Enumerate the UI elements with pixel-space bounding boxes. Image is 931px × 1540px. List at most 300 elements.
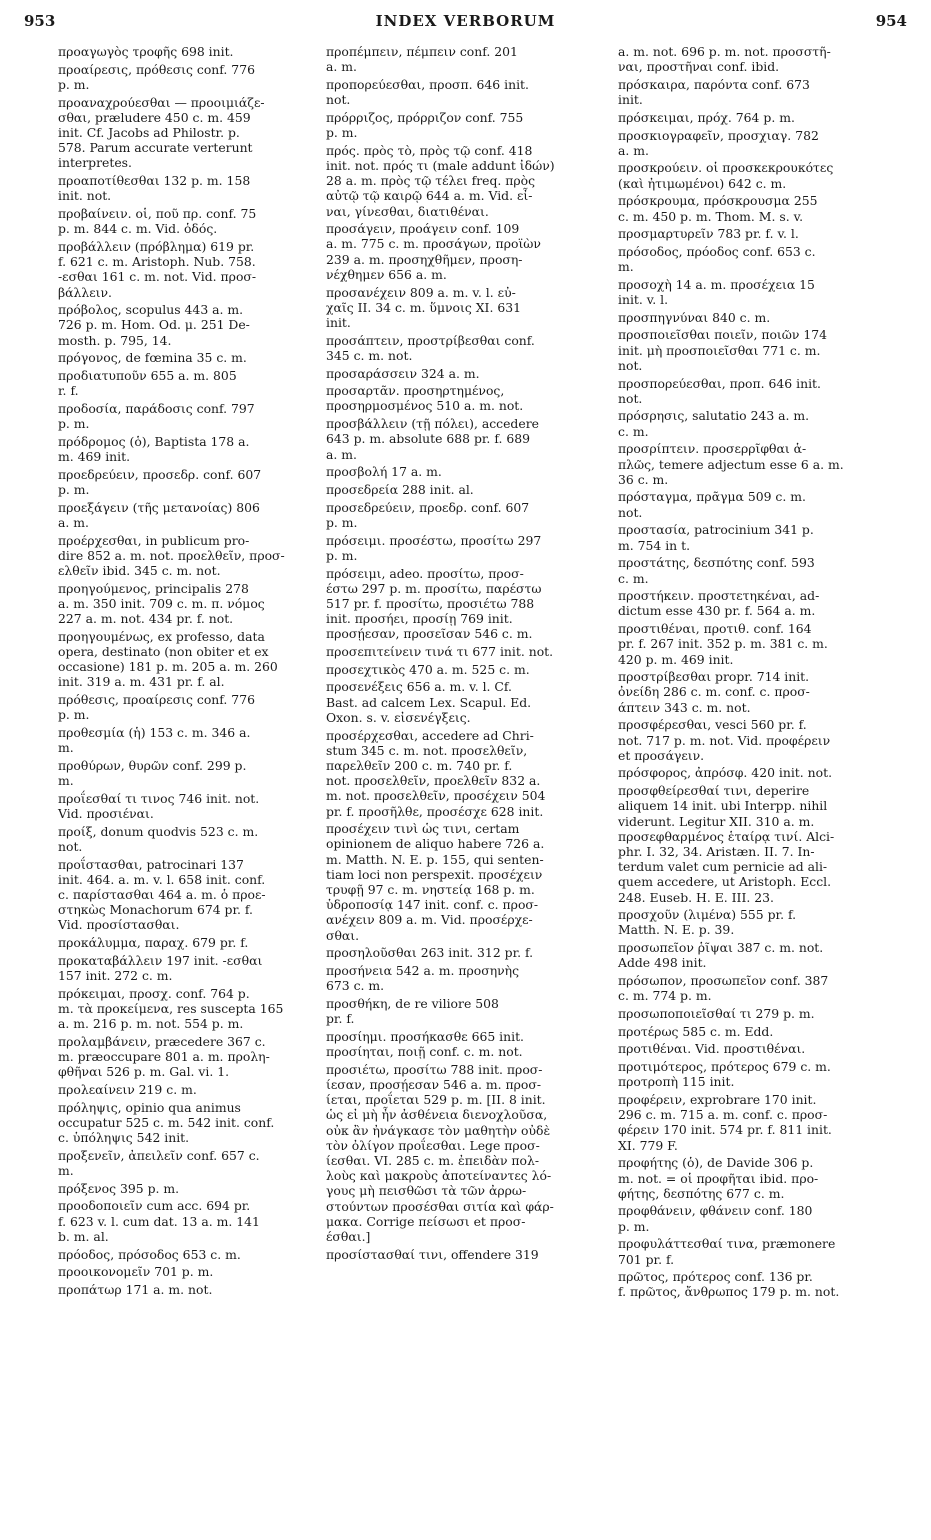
index-entry [58,368,316,398]
index-entry [618,1006,910,1021]
entry-line: init. 464. a. m. v. l. 658 init. conf. [58,871,266,887]
entry-line: γους μὴ πεισθῶσι τὰ τῶν ἀρρω- [326,1183,527,1199]
entry-line: προσαράσσειν 324 a. m. [326,365,480,381]
entry-line: ίεσθαι. VI. 285 c. m. ἐπειδὰν πολ- [326,1153,540,1169]
entry-line: m. 469 init. [58,449,131,465]
entry-line: πρόβολος, scopulus 443 a. m. [58,302,244,318]
index-entry [618,128,910,158]
index-entry [326,143,612,219]
entry-line: πρός. πρὸς τὸ, πρὸς τῷ conf. 418 [326,142,533,158]
entry-line: not. [618,504,643,520]
entry-line: προτιμότερος, πρότερος 679 c. m. [618,1059,831,1075]
index-entry [618,44,910,74]
index-entry [58,725,316,755]
entry-line: πρόσοδος, πρόοδος conf. 653 c. [618,243,816,259]
index-entry [618,1024,910,1039]
page-number-right: 954 [875,12,907,30]
entry-line: προδιατυπoῦν 655 a. m. 805 [58,368,237,384]
entry-line: φθῆναι 526 p. m. Gal. vi. 1. [58,1064,230,1080]
entry-line: πρόοδος, πρόσοδος 653 c. m. [58,1246,241,1262]
entry-line: a. m. not. 696 p. m. not. προσστῆ- [618,44,831,59]
index-entry [58,1264,316,1279]
index-entry [618,1236,910,1266]
index-entry [326,945,612,960]
index-entry [618,940,910,970]
entry-line: προσφέρεσθαι, vesci 560 pr. f. [618,717,807,733]
entry-line: προεδρεύειν, προσεδρ. conf. 607 [58,466,262,482]
entry-line: προκάλυμμα, παραχ. 679 pr. f. [58,935,249,951]
index-entry [326,77,612,107]
entry-line: προφυλάττεσθαί τινα, præmonere [618,1236,836,1252]
entry-line: m. τὰ προκείμενα, res suscepta 165 [58,1000,284,1016]
entry-line: init. προσήει, προσίῃ 769 init. [326,611,513,627]
entry-line: προσπηγνύναι 840 c. m. [618,309,771,325]
entry-line: προσωποποιεῖσθαί τι 279 p. m. [618,1005,815,1021]
entry-line: προτιθέναι. Vid. προστιθέναι. [618,1041,806,1057]
entry-line: ναι, γίνεσθαι, διατιθέναι. [326,203,489,219]
index-entry [58,692,316,722]
index-entry [618,522,910,552]
index-entry [58,350,316,365]
entry-line: προΐεσθαί τι τινος 746 init. not. [58,790,260,806]
index-entry [618,907,910,937]
entry-line: p. m. [58,481,90,497]
entry-line: προσήνεια 542 a. m. προσηνὴς [326,963,520,979]
entry-line: προσοχὴ 14 a. m. προσέχεια 15 [618,276,815,292]
entry-line: c. ὑπόληψις 542 init. [58,1130,190,1146]
entry-line: init. [618,92,643,108]
entry-line: προλεαίνειν 219 c. m. [58,1082,197,1097]
entry-line: 578. Parum accurate verterunt [58,140,253,156]
entry-line: a. m. 216 p. m. not. 554 p. m. [58,1016,244,1032]
entry-line: προτέρως 585 c. m. Edd. [618,1023,774,1039]
index-entry [618,441,910,487]
index-entry [58,500,316,530]
entry-line: προφήτης (ὁ), de Davide 306 p. [618,1155,814,1171]
index-entry [326,110,612,140]
entry-line: αὐτῷ τῷ καιρῷ 644 a. m. Vid. εἶ- [326,188,533,204]
index-entry [58,986,316,1032]
entry-line: m. not. προσελθεῖν, προσέχειν 504 [326,788,546,804]
entry-line: πρόληψις, opinio qua animus [58,1099,241,1115]
index-entry [618,160,910,190]
index-entry [326,996,612,1026]
entry-line: ίεται, προΐεται 529 p. m. [II. 8 init. [326,1092,546,1108]
entry-line: προοικονομεῖν 701 p. m. [58,1264,214,1280]
entry-line: phr. I. 32, 34. Aristæn. II. 7. In- [618,843,815,859]
index-entry [58,401,316,431]
entry-line: stum 345 c. m. not. προσελθεῖν, [326,742,528,758]
entry-line: σθαι, præludere 450 c. m. 459 [58,109,251,125]
entry-line: ίεσαν, προσῄεσαν 546 a. m. προσ- [326,1077,542,1092]
entry-line: a. m. [58,514,89,530]
entry-line: -εσθαι 161 c. m. not. Vid. προσ- [58,269,257,285]
index-entry [618,1269,910,1299]
entry-line: προσμαρτυρεῖν 783 pr. f. v. l. [618,226,799,242]
entry-line: 248. Euseb. H. E. III. 23. [618,889,774,905]
index-entry [58,206,316,236]
entry-line: 296 c. m. 715 a. m. conf. c. προσ- [618,1107,828,1123]
entry-line: 726 p. m. Hom. Od. μ. 251 De- [58,317,250,333]
entry-line: πρόσειμι, adeo. προσίτω, προσ- [326,565,524,581]
entry-line: not. 717 p. m. not. Vid. προφέρειν [618,732,831,748]
index-column-3 [618,44,910,1532]
index-entry [618,226,910,241]
entry-line: πρόσκρουμα, πρόσκρουσμα 255 [618,193,818,209]
entry-line: Bast. ad calcem Lex. Scapul. Ed. [326,694,532,710]
index-entry [618,1155,910,1201]
entry-line: πρόρριζος, πρόρριζον conf. 755 [326,109,524,125]
entry-line: βάλλειν. [58,284,112,300]
entry-line: 420 p. m. 469 init. [618,651,734,667]
entry-line: προίξ, donum quodvis 523 c. m. [58,823,259,839]
entry-line: opinionem de aliquo habere 726 a. [326,836,545,852]
entry-line: προσεδρεύειν, προεδρ. conf. 607 [326,499,530,515]
entry-line: προέρχεσθαι, in publicum pro- [58,532,250,548]
index-entry [58,857,316,933]
index-entry [618,244,910,274]
index-entry [58,935,316,950]
index-entry [58,95,316,171]
entry-line: occasione) 181 p. m. 205 a. m. 260 [58,659,278,675]
index-entry [58,1282,316,1297]
entry-line: παρελθεῖν 200 c. m. 740 pr. f. [326,757,513,773]
index-entry [58,239,316,300]
entry-line: στούντων προσέσθαι σιτία καὶ φάρ- [326,1198,554,1214]
index-entry [618,783,910,905]
index-entry [618,408,910,438]
entry-line: πρόγονος, de fœmina 35 c. m. [58,350,247,366]
page-header [0,0,931,44]
index-entry [58,434,316,464]
entry-line: a. m. [326,59,357,75]
entry-line: προσαρτᾶν. προσηρτημένος, [326,383,505,399]
index-column-1 [58,44,316,1532]
index-entry [618,1092,910,1153]
index-entry [618,376,910,406]
entry-line: πρόσρησις, salutatio 243 a. m. [618,408,810,424]
entry-line: προβαίνειν. οἱ, ποῦ πρ. conf. 75 [58,206,257,222]
entry-line: XI. 779 F. [618,1137,678,1153]
index-entry [618,310,910,325]
entry-line: 701 pr. f. [618,1251,675,1267]
entry-line: not. [618,357,643,373]
entry-line: ὑδροποσίᾳ 147 init. conf. c. προσ- [326,897,539,913]
index-entry [58,1181,316,1196]
entry-line: προπορεύεσθαι, προσπ. 646 init. [326,76,529,92]
entry-line: p. m. [618,1218,650,1234]
index-entry [326,1029,612,1059]
entry-line: c. m. 450 p. m. Thom. M. s. v. [618,208,804,224]
entry-line: χαῖς II. 34 c. m. ὕμνοις XI. 631 [326,299,521,315]
index-entry [58,1247,316,1262]
entry-line: πρῶτος, πρότερος conf. 136 pr. [618,1269,813,1285]
entry-line: προστρίβεσθαι propr. 714 init. [618,669,810,685]
entry-line: c. m. 774 p. m. [618,988,712,1004]
entry-line: προστήκειν. προστετηκέναι, ad- [618,588,820,604]
entry-line: προπάτωρ 171 a. m. not. [58,1281,213,1297]
entry-line: c. m. [618,423,649,439]
entry-line: προσίηται, ποιῇ conf. c. m. not. [326,1044,523,1060]
entry-line: p. m. [326,125,358,141]
entry-line: init. [326,314,351,330]
entry-line: προσκρούειν. οἱ προσκεκρουκότες [618,160,834,176]
entry-line: προτροπὴ 115 init. [618,1074,735,1090]
index-entry [326,383,612,413]
entry-line: προσῄεσαν, προσεῖσαν 546 c. m. [326,626,533,642]
entry-line: προσάγειν, προάγειν conf. 109 [326,221,520,237]
index-entry [618,621,910,667]
entry-line: πρόκειμαι, προσχ. conf. 764 p. [58,985,250,1001]
entry-line: προηγουμένως, ex professo, data [58,628,265,644]
entry-line: προσίστασθαί τινι, offendere 319 [326,1246,539,1262]
entry-line: init. v. l. [618,292,669,308]
index-entry [58,758,316,788]
entry-line: προσπορεύεσθαι, προπ. 646 init. [618,375,821,391]
entry-line: 643 p. m. absolute 688 pr. f. 689 [326,431,530,447]
entry-line: πρόσκειμαι, πρόχ. 764 p. m. [618,109,795,125]
entry-line: dire 852 a. m. not. προελθεῖν, προσ- [58,547,285,563]
entry-line: πρόσκαιρα, παρόντα conf. 673 [618,76,810,92]
entry-line: p. m. [326,547,358,563]
entry-line: φήτης, δεσπότης 677 c. m. [618,1185,785,1201]
index-entry [58,62,316,92]
entry-line: προσθήκη, de re viliore 508 [326,995,499,1011]
entry-line: προσίημι. προσήκασθε 665 init. [326,1028,524,1044]
entry-line: προσανέχειν 809 a. m. v. l. εὐ- [326,284,516,300]
index-entry [618,717,910,763]
entry-line: init. Cf. Jacobs ad Philostr. p. [58,125,240,141]
entry-line: interpretes. [58,155,132,171]
entry-line: not. [326,92,351,108]
entry-line: προσενέξεις 656 a. m. v. l. Cf. [326,679,512,695]
entry-line: νέχθημεν 656 a. m. [326,266,447,282]
entry-line: προσχοῦν (λιμένα) 555 pr. f. [618,907,797,923]
entry-line: πρόξενος 395 p. m. [58,1180,180,1196]
index-entry [326,333,612,363]
entry-line: a. m. 350 init. 709 c. m. π. νόμος [58,595,265,611]
index-entry [58,44,316,59]
entry-line: προαναχρούεσθαι — προοιμιάζε- [58,94,265,110]
entry-line: m. not. = οἱ προφῆται ibid. προ- [618,1170,819,1186]
entry-line: προηγούμενος, principalis 278 [58,580,249,596]
page-number-left: 953 [24,12,56,30]
entry-line: pr. f. [326,1011,355,1027]
entry-line: λοὺς καὶ μακροὺς ἀποτείναντες λό- [326,1168,552,1184]
entry-line: προσεδρεία 288 init. al. [326,481,474,497]
index-entry [326,366,612,381]
index-entry [326,44,612,74]
index-entry [618,489,910,519]
entry-line: τὸν ὀλίγον προΐεσθαι. Lege προσ- [326,1137,540,1153]
entry-line: m. [618,259,634,275]
entry-line: init. not. πρός τι (male addunt ἰδών) [326,157,555,173]
entry-line: προοδοποιεῖν cum acc. 694 pr. [58,1198,251,1214]
index-entry [326,1247,612,1262]
index-entry [326,285,612,331]
entry-line: πρόθεσις, προαίρεσις conf. 776 [58,692,255,708]
index-entry [618,77,910,107]
running-title: INDEX VERBORUM [375,12,556,30]
index-entry [618,193,910,223]
index-entry [326,533,612,563]
entry-line: opera, destinato (non obiter et ex [58,644,269,660]
entry-line: προσεχτικὸς 470 a. m. 525 c. m. [326,661,530,677]
entry-line: προσηρμοσμένος 510 a. m. not. [326,398,524,414]
entry-line: πρόσωπον, προσωπεῖον conf. 387 [618,973,829,989]
entry-line: προλαμβάνειν, præcedere 367 c. [58,1033,266,1049]
index-entry [326,500,612,530]
entry-line: σθαι. [326,927,360,943]
entry-line: f. 621 c. m. Aristoph. Nub. 758. [58,254,256,270]
entry-line: p. m. [326,514,358,530]
index-entry [326,566,612,642]
index-entry [58,1082,316,1097]
entry-line: 673 c. m. [326,978,385,994]
entry-line: πρόδρομος (ὁ), Baptista 178 a. [58,433,250,449]
index-entry [58,1034,316,1080]
entry-line: προστασία, patrocinium 341 p. [618,522,814,538]
entry-line: Vid. προσιέναι. [58,806,154,822]
index-entry [58,1198,316,1244]
entry-line: aliquem 14 init. ubi Interpp. nihil [618,798,828,814]
entry-line: mosth. p. 795, 14. [58,332,172,348]
entry-line: ὀνείδη 286 c. m. conf. c. προσ- [618,684,810,700]
entry-line: προφθάνειν, φθάνειν conf. 180 [618,1203,813,1219]
index-column-2 [326,44,612,1532]
index-entry [58,581,316,627]
index-entry [326,416,612,462]
entry-line: προσωπεῖον ῥῖψαι 387 c. m. not. [618,940,824,956]
entry-line: προσέχειν τινὶ ὡς τινι, certam [326,821,520,837]
entry-line: προεξάγειν (τῆς μετανοίας) 806 [58,499,260,515]
entry-line: προΐστασθαι, patrocinari 137 [58,856,244,872]
entry-line: 239 a. m. προσηχθῆμεν, προση- [326,251,523,267]
index-entry [618,1041,910,1056]
index-entry [58,953,316,983]
entry-line: m. Matth. N. E. p. 155, qui senten- [326,851,544,867]
entry-line: προστάτης, δεσπότης conf. 593 [618,555,815,571]
entry-line: init. not. [58,188,112,204]
index-entry [326,963,612,993]
entry-line: προθύρων, θυρῶν conf. 299 p. [58,757,247,773]
entry-line: 345 c. m. not. [326,347,413,363]
entry-line: a. m. [618,142,649,158]
index-entry [326,662,612,677]
index-entry [618,327,910,373]
entry-line: 36 c. m. [618,471,669,487]
entry-line: not. [58,838,83,854]
index-entry [58,791,316,821]
entry-line: πλῶς, temere adjectum esse 6 a. m. [618,456,844,472]
entry-line: a. m. 775 c. m. προσάγων, προϊὼν [326,236,541,252]
entry-line: προσάπτειν, προστρίβεσθαι conf. [326,332,535,348]
entry-line: 28 a. m. πρὸς τῷ τέλει freq. πρὸς [326,173,536,189]
index-entry [326,679,612,725]
index-entry [58,1148,316,1178]
entry-line: ὡς εἰ μὴ ἦν ἀσθένεια διενοχλοῦσα, [326,1107,548,1123]
entry-line: m. [58,1163,74,1179]
index-entry [618,588,910,618]
entry-line: προφέρειν, exprobrare 170 init. [618,1092,817,1107]
entry-line: προαίρεσις, πρόθεσις conf. 776 [58,61,255,77]
entry-line: προσφθείρεσθαί τινι, deperire [618,783,810,799]
index-entry [618,765,910,780]
entry-line: Matth. N. E. p. 39. [618,922,735,938]
entry-line: Adde 498 init. [618,955,707,971]
entry-line: άπτειν 343 c. m. not. [618,699,751,715]
entry-line: πρόσταγμα, πρᾶγμα 509 c. m. [618,489,806,505]
entry-line: πρόσειμι. προσέστω, προσίτω 297 [326,532,542,548]
index-entry [618,110,910,125]
entry-line: Oxon. s. v. εἰσενέγξεις. [326,709,471,725]
entry-line: r. f. [58,383,79,399]
entry-line: προσποιεῖσθαι ποιεῖν, ποιῶν 174 [618,327,828,343]
index-entry [58,467,316,497]
entry-line: Vid. προσίστασθαι. [58,917,180,933]
index-entry [58,1100,316,1146]
entry-line: terdum valet cum pernicie ad ali- [618,859,828,875]
entry-line: c. παρίστασθαι 464 a. m. ὁ προε- [58,887,266,903]
entry-line: φέρειν 170 init. 574 pr. f. 811 init. [618,1122,832,1138]
index-entry [326,1062,612,1244]
entry-line: έσθαι.] [326,1229,371,1245]
entry-line: f. 623 v. l. cum dat. 13 a. m. 141 [58,1213,260,1229]
entry-line: ναι, προστῆναι conf. ibid. [618,59,780,75]
entry-line: viderunt. Legitur XII. 310 a. m. [618,813,815,829]
entry-line: c. m. [618,570,649,586]
entry-line: (καὶ ἠτιμωμένοι) 642 c. m. [618,175,787,191]
entry-line: πρόσφορος, ἀπρόσφ. 420 init. not. [618,765,833,781]
entry-line: ανέχειν 809 a. m. Vid. προσέρχε- [326,912,533,928]
index-entry [326,728,612,819]
entry-line: tiam loci non perspexit. προσέχειν [326,866,543,882]
entry-line: et προσάγειν. [618,747,705,763]
entry-line: m. præoccupare 801 a. m. προλη- [58,1049,270,1065]
entry-line: προαγωγὸς τροφῆς 698 init. [58,44,234,59]
index-entry [618,669,910,715]
entry-line: f. πρῶτος, ἄνθρωπος 179 p. m. not. [618,1284,840,1300]
entry-line: προσιέτω, προσίτω 788 init. προσ- [326,1061,543,1077]
entry-line: προσκιογραφεῖν, προσχιαγ. 782 [618,127,819,143]
entry-line: προαποτίθεσθαι 132 p. m. 158 [58,173,251,189]
entry-line: m. [58,740,74,756]
entry-line: στηκὼς Monachorum 674 pr. f. [58,902,253,918]
entry-line: not. προσελθεῖν, προελθεῖν 832 a. [326,773,541,789]
index-entry [58,173,316,203]
index-entry [326,821,612,943]
entry-line: προπέμπειν, πέμπειν conf. 201 [326,44,518,59]
entry-line: not. [618,390,643,406]
entry-line: m. [58,773,74,789]
index-entry [326,221,612,282]
entry-line: προδοσία, παράδοσις conf. 797 [58,400,255,416]
entry-line: προσβολή 17 a. m. [326,464,442,480]
entry-line: προσεφθαρμένος ἑταίρᾳ τινί. Alci- [618,828,835,844]
entry-line: 227 a. m. not. 434 pr. f. not. [58,611,234,627]
entry-line: προβάλλειν (πρόβλημα) 619 pr. [58,238,255,254]
index-entry [618,277,910,307]
entry-line: p. m. [58,76,90,92]
entry-line: m. 754 in t. [618,537,691,553]
entry-line: dictum esse 430 pr. f. 564 a. m. [618,603,816,619]
entry-line: προσέρχεσθαι, accedere ad Chri- [326,727,534,743]
entry-line: έστω 297 p. m. προσίτω, παρέστω [326,580,542,596]
entry-line: προξενεῖν, ἀπειλεῖν conf. 657 c. [58,1147,260,1163]
index-entry [618,555,910,585]
entry-line: pr. f. προσῆλθε, προσέσχε 628 init. [326,803,544,819]
entry-line: προσηλοῦσθαι 263 init. 312 pr. f. [326,945,534,961]
